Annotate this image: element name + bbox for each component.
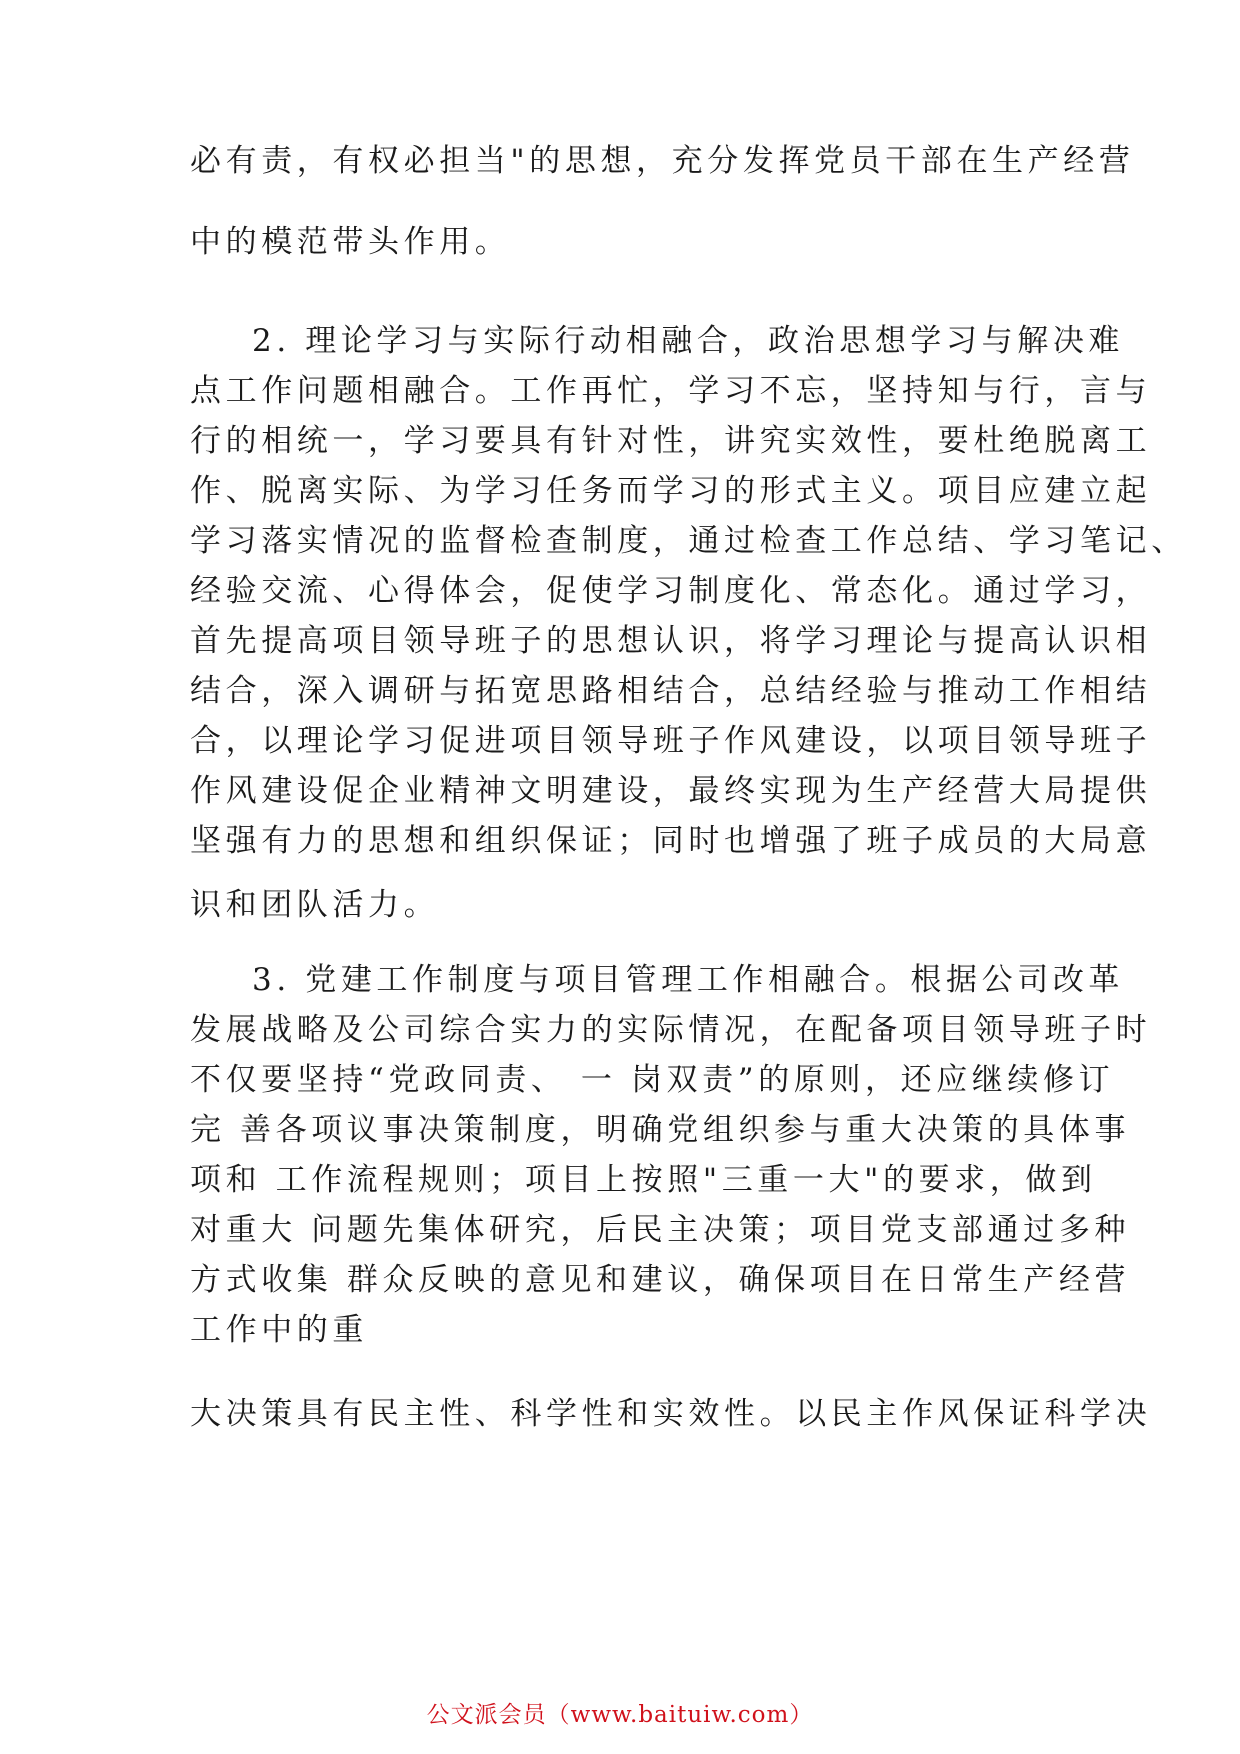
text-line: 经验交流、心得体会，促使学习制度化、常态化。通过学习， — [190, 573, 1152, 609]
text-line: 项和 工作流程规则；项目上按照"三重一大"的要求，做到 — [190, 1162, 1097, 1198]
text-line: 合，以理论学习促进项目领导班子作风建设，以项目领导班子 — [190, 723, 1152, 759]
text-line: 点工作问题相融合。工作再忙，学习不忘，坚持知与行，言与 — [190, 373, 1152, 409]
text-line: 中的模范带头作用。 — [190, 224, 511, 260]
text-line: 必有责，有权必担当"的思想，充分发挥党员干部在生产经营 — [190, 143, 1135, 179]
text-line: 3. 党建工作制度与项目管理工作相融合。根据公司改革 — [252, 962, 1125, 998]
footer-watermark: 公文派会员（www.baituiw.com） — [426, 1702, 814, 1728]
text-line: 2. 理论学习与实际行动相融合，政治思想学习与解决难 — [252, 323, 1125, 359]
text-line: 发展战略及公司综合实力的实际情况，在配备项目领导班子时 — [190, 1012, 1152, 1048]
text-line: 作风建设促企业精神文明建设，最终实现为生产经营大局提供 — [190, 773, 1152, 809]
text-line: 学习落实情况的监督检查制度，通过检查工作总结、学习笔记、 — [190, 523, 1187, 559]
text-line: 首先提高项目领导班子的思想认识，将学习理论与提高认识相 — [190, 623, 1152, 659]
text-line: 完 善各项议事决策制度，明确党组织参与重大决策的具体事 — [190, 1112, 1131, 1148]
text-line: 对重大 问题先集体研究，后民主决策；项目党支部通过多种 — [190, 1212, 1131, 1248]
text-line: 结合，深入调研与拓宽思路相结合，总结经验与推动工作相结 — [190, 673, 1152, 709]
text-line: 行的相统一，学习要具有针对性，讲究实效性，要杜绝脱离工 — [190, 423, 1152, 459]
text-line: 不仅要坚持“党政同责、 一 岗双责”的原则，还应继续修订 — [190, 1062, 1115, 1098]
text-line: 方式收集 群众反映的意见和建议，确保项目在日常生产经营 — [190, 1262, 1131, 1298]
text-line: 识和团队活力。 — [190, 887, 440, 923]
text-line: 坚强有力的思想和组织保证；同时也增强了班子成员的大局意 — [190, 823, 1152, 859]
text-line: 工作中的重 — [190, 1312, 368, 1348]
text-line: 作、脱离实际、为学习任务而学习的形式主义。项目应建立起 — [190, 473, 1152, 509]
text-line: 大决策具有民主性、科学性和实效性。以民主作风保证科学决 — [190, 1396, 1152, 1432]
